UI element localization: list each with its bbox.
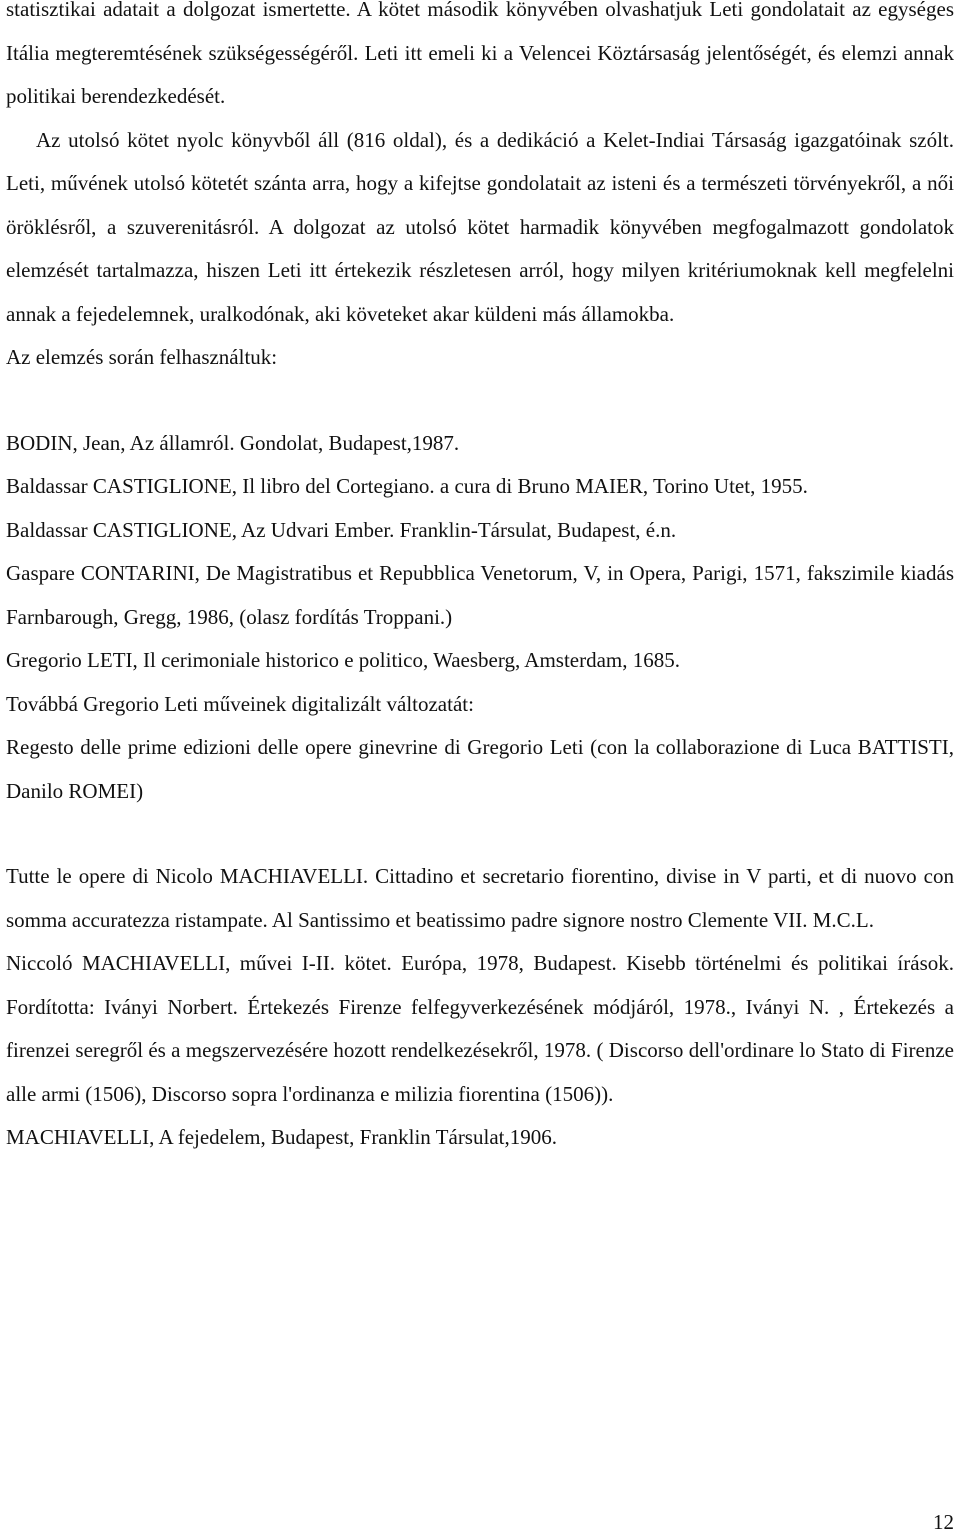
document-page [6, 0, 954, 1160]
machiavelli-entry: Niccoló MACHIAVELLI, művei I-II. kötet. Európa, 1978, Budapest. Kisebb történelmi és politikai írások. Fordította: Iványi Norbert. Értekezés Firenze felfegyverkezésének módjáról, 1978., Iványi N. , Értekezés a firenzei seregről és a megszervezésére hozott rendelkezésekről, 1978. ( Discorso dell'ordinare lo Stato di Firenze alle armi (1506), Discorso sopra l'ordinanza e milizia fiorentina (1506)). [6, 951, 954, 1106]
bibliography-list [6, 422, 954, 683]
page-number: 12 [933, 1510, 954, 1534]
bibliography-entry: Baldassar CASTIGLIONE, Az Udvari Ember. Franklin-Társulat, Budapest, é.n. [6, 517, 677, 542]
digital-entry: Regesto delle prime edizioni delle opere ginevrine di Gregorio Leti (con la collaborazione di Luca BATTISTI, Danilo ROMEI) [6, 735, 954, 803]
digital-heading: Továbbá Gregorio Leti műveinek digitalizált változatát: [6, 691, 474, 716]
bibliography-entry: BODIN, Jean, Az államról. Gondolat, Budapest,1987. [6, 430, 460, 455]
machiavelli-list [6, 855, 954, 1160]
paragraph-last-volume: Az utolsó kötet nyolc könyvből áll (816 oldal), és a dedikáció a Kelet-Indiai Társaság igazgatóinak szólt. Leti, művének utolsó kötetét szánta arra, hogy a kifejtse gondolatait az isteni és a természeti törvényekről, a női öröklésről, a szuverenitásról. A dolgozat az utolsó kötet harmadik könyvében megfogalmazott gondolatok elemzését tartalmazza, hiszen Leti itt értekezik részletesen arról, hogy milyen kritériumoknak kell megfelelni annak a fejedelemnek, uralkodónak, aki követeket akar küldeni más államokba. [6, 127, 954, 326]
machiavelli-entry: Tutte le opere di Nicolo MACHIAVELLI. Cittadino et secretario fiorentino, divise in V parti, et di nuovo con somma accuratezza ristampate. Al Santissimo et beatissimo padre signore nostro Clemente VII. M.C.L. [6, 864, 954, 932]
bibliography-entry: Baldassar CASTIGLIONE, Il libro del Cortegiano. a cura di Bruno MAIER, Torino Utet, 1955. [6, 474, 808, 498]
paragraph-statistics: statisztikai adatait a dolgozat ismertette. A kötet második könyvében olvashatjuk Leti gondolatait az egységes Itália megteremtésének szükségességéről. Leti itt emeli ki a Velencei Köztársaság jelentőségét, és elemzi annak politikai berendezkedését. [6, 0, 954, 108]
bibliography-entry: Gregorio LETI, Il cerimoniale historico e politico, Waesberg, Amsterdam, 1685. [6, 648, 681, 672]
sources-heading: Az elemzés során felhasználtuk: [6, 345, 278, 369]
machiavelli-entry: MACHIAVELLI, A fejedelem, Budapest, Franklin Társulat,1906. [6, 1125, 557, 1149]
bibliography-entry: Gaspare CONTARINI, De Magistratibus et Repubblica Venetorum, V, in Opera, Parigi, 1571, fakszimile kiadás Farnbarough, Gregg, 1986, (olasz fordítás Troppani.) [6, 561, 954, 629]
